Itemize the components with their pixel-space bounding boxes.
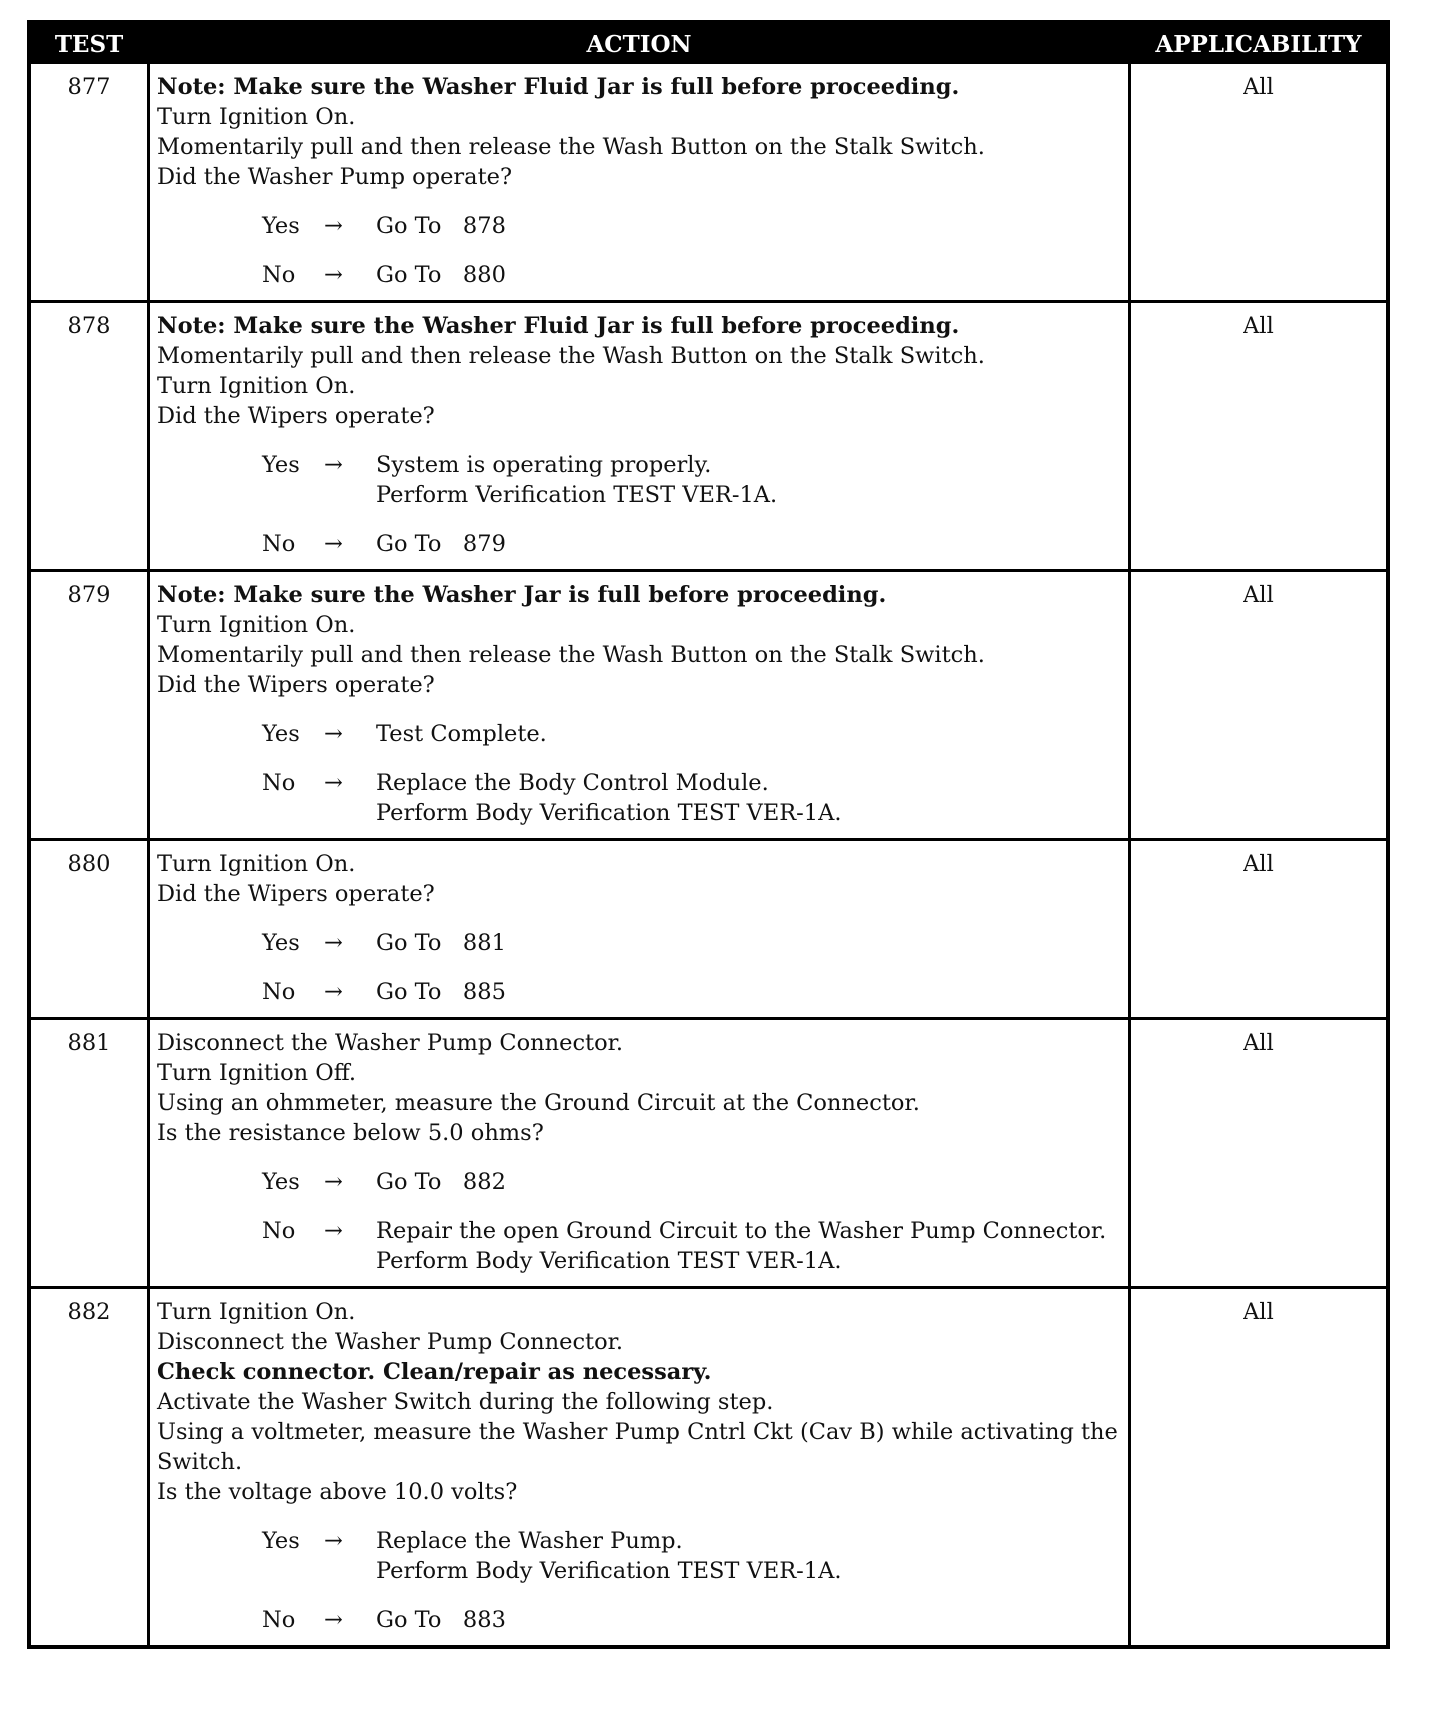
action-step: Disconnect the Washer Pump Connector. bbox=[157, 1329, 624, 1355]
action-step: Using a voltmeter, measure the Washer Pump Cntrl Ckt (Cav B) while activating the Switch. bbox=[157, 1419, 1118, 1475]
result-text bbox=[376, 928, 1122, 958]
action-step: Momentarily pull and then release the Wash Button on the Stalk Switch. bbox=[157, 134, 985, 160]
arrow-icon: → bbox=[324, 979, 343, 1005]
result-line: Go To 881 bbox=[376, 930, 506, 956]
result-text bbox=[376, 1216, 1122, 1276]
result-line: Perform Body Verification TEST VER-1A. bbox=[376, 1558, 842, 1584]
action-step: Turn Ignition On. bbox=[157, 1299, 356, 1325]
action-step: Turn Ignition Off. bbox=[157, 1060, 357, 1086]
header-applicability: APPLICABILITY bbox=[1155, 30, 1362, 58]
action-note: Note: Make sure the Washer Fluid Jar is full before proceeding. bbox=[157, 313, 960, 339]
result-line: Repair the open Ground Circuit to the Washer Pump Connector. bbox=[376, 1218, 1107, 1244]
action-step: Turn Ignition On. bbox=[157, 373, 356, 399]
test-number: 879 bbox=[67, 582, 111, 608]
result-line: Perform Body Verification TEST VER-1A. bbox=[376, 1248, 842, 1274]
arrow-icon: → bbox=[324, 770, 343, 796]
applicability-cell: All bbox=[1243, 851, 1274, 877]
result-line: Perform Verification TEST VER-1A. bbox=[376, 482, 778, 508]
result-answer: Yes bbox=[262, 930, 300, 956]
applicability-cell: All bbox=[1243, 313, 1274, 339]
table-row bbox=[31, 64, 1386, 300]
action-cell bbox=[147, 572, 1131, 838]
result-text bbox=[376, 719, 1122, 749]
action-step: Did the Wipers operate? bbox=[157, 672, 435, 698]
result-line: Perform Body Verification TEST VER-1A. bbox=[376, 800, 842, 826]
result-answer: No bbox=[262, 770, 296, 796]
action-cell bbox=[147, 841, 1131, 1017]
result-text bbox=[376, 1605, 1122, 1635]
result-text bbox=[376, 260, 1122, 290]
result-answer: No bbox=[262, 979, 296, 1005]
result-text bbox=[376, 450, 1122, 510]
result-branch bbox=[262, 977, 1122, 1007]
applicability-cell: All bbox=[1243, 582, 1274, 608]
result-text bbox=[376, 977, 1122, 1007]
table-row bbox=[31, 1017, 1386, 1286]
action-note: Note: Make sure the Washer Jar is full before proceeding. bbox=[157, 582, 887, 608]
test-number: 877 bbox=[67, 74, 111, 100]
table-row bbox=[31, 569, 1386, 838]
result-branch bbox=[262, 1526, 1122, 1586]
action-step: Is the voltage above 10.0 volts? bbox=[157, 1479, 518, 1505]
action-step: Did the Wipers operate? bbox=[157, 881, 435, 907]
action-step: Turn Ignition On. bbox=[157, 104, 356, 130]
result-answer: Yes bbox=[262, 1169, 300, 1195]
arrow-icon: → bbox=[324, 531, 343, 557]
result-text bbox=[376, 211, 1122, 241]
result-answer: No bbox=[262, 1607, 296, 1633]
arrow-icon: → bbox=[324, 1607, 343, 1633]
result-answer: No bbox=[262, 1218, 296, 1244]
arrow-icon: → bbox=[324, 262, 343, 288]
diagnostic-table bbox=[27, 20, 1390, 1649]
arrow-icon: → bbox=[324, 1218, 343, 1244]
result-branch bbox=[262, 260, 1122, 290]
result-text bbox=[376, 768, 1122, 828]
test-number: 878 bbox=[67, 313, 111, 339]
action-step: Activate the Washer Switch during the following step. bbox=[157, 1389, 774, 1415]
applicability-cell: All bbox=[1243, 1030, 1274, 1056]
arrow-icon: → bbox=[324, 1528, 343, 1554]
result-branch bbox=[262, 1167, 1122, 1197]
result-text bbox=[376, 1526, 1122, 1586]
result-answer: Yes bbox=[262, 452, 300, 478]
result-line: Go To 883 bbox=[376, 1607, 506, 1633]
result-line: Go To 879 bbox=[376, 531, 506, 557]
header-test: TEST bbox=[54, 30, 124, 58]
table-header bbox=[31, 24, 1386, 64]
result-line: Replace the Washer Pump. bbox=[376, 1528, 683, 1554]
result-branch bbox=[262, 529, 1122, 559]
result-answer: No bbox=[262, 262, 296, 288]
action-step: Turn Ignition On. bbox=[157, 851, 356, 877]
arrow-icon: → bbox=[324, 930, 343, 956]
action-note: Note: Make sure the Washer Fluid Jar is full before proceeding. bbox=[157, 74, 960, 100]
table-row bbox=[31, 1286, 1386, 1645]
result-line: Go To 880 bbox=[376, 262, 506, 288]
test-number: 881 bbox=[67, 1030, 111, 1056]
test-number: 882 bbox=[67, 1299, 111, 1325]
applicability-cell: All bbox=[1243, 74, 1274, 100]
result-branch bbox=[262, 719, 1122, 749]
result-line: Go To 882 bbox=[376, 1169, 506, 1195]
result-branch bbox=[262, 928, 1122, 958]
result-line: System is operating properly. bbox=[376, 452, 712, 478]
header-action: ACTION bbox=[586, 30, 692, 58]
action-cell bbox=[147, 64, 1131, 300]
action-cell bbox=[147, 1289, 1131, 1645]
result-branch bbox=[262, 1605, 1122, 1635]
action-note: Check connector. Clean/repair as necessary. bbox=[157, 1359, 712, 1385]
action-step: Momentarily pull and then release the Wash Button on the Stalk Switch. bbox=[157, 642, 985, 668]
test-number: 880 bbox=[67, 851, 111, 877]
action-step: Turn Ignition On. bbox=[157, 612, 356, 638]
action-step: Momentarily pull and then release the Wash Button on the Stalk Switch. bbox=[157, 343, 985, 369]
result-answer: Yes bbox=[262, 721, 300, 747]
table-row bbox=[31, 838, 1386, 1017]
result-line: Go To 878 bbox=[376, 213, 506, 239]
arrow-icon: → bbox=[324, 1169, 343, 1195]
result-branch bbox=[262, 1216, 1122, 1276]
arrow-icon: → bbox=[324, 213, 343, 239]
action-cell bbox=[147, 303, 1131, 569]
table-body bbox=[31, 64, 1386, 1645]
result-text bbox=[376, 1167, 1122, 1197]
action-cell bbox=[147, 1020, 1131, 1286]
table-row bbox=[31, 300, 1386, 569]
result-branch bbox=[262, 450, 1122, 510]
action-step: Is the resistance below 5.0 ohms? bbox=[157, 1120, 544, 1146]
result-line: Replace the Body Control Module. bbox=[376, 770, 769, 796]
result-answer: Yes bbox=[262, 1528, 300, 1554]
result-branch bbox=[262, 211, 1122, 241]
action-step: Using an ohmmeter, measure the Ground Circuit at the Connector. bbox=[157, 1090, 920, 1116]
action-step: Disconnect the Washer Pump Connector. bbox=[157, 1030, 624, 1056]
result-branch bbox=[262, 768, 1122, 828]
action-step: Did the Washer Pump operate? bbox=[157, 164, 513, 190]
result-line: Go To 885 bbox=[376, 979, 506, 1005]
applicability-cell: All bbox=[1243, 1299, 1274, 1325]
result-answer: Yes bbox=[262, 213, 300, 239]
action-step: Did the Wipers operate? bbox=[157, 403, 435, 429]
result-line: Test Complete. bbox=[376, 721, 547, 747]
result-text bbox=[376, 529, 1122, 559]
result-answer: No bbox=[262, 531, 296, 557]
arrow-icon: → bbox=[324, 452, 343, 478]
arrow-icon: → bbox=[324, 721, 343, 747]
